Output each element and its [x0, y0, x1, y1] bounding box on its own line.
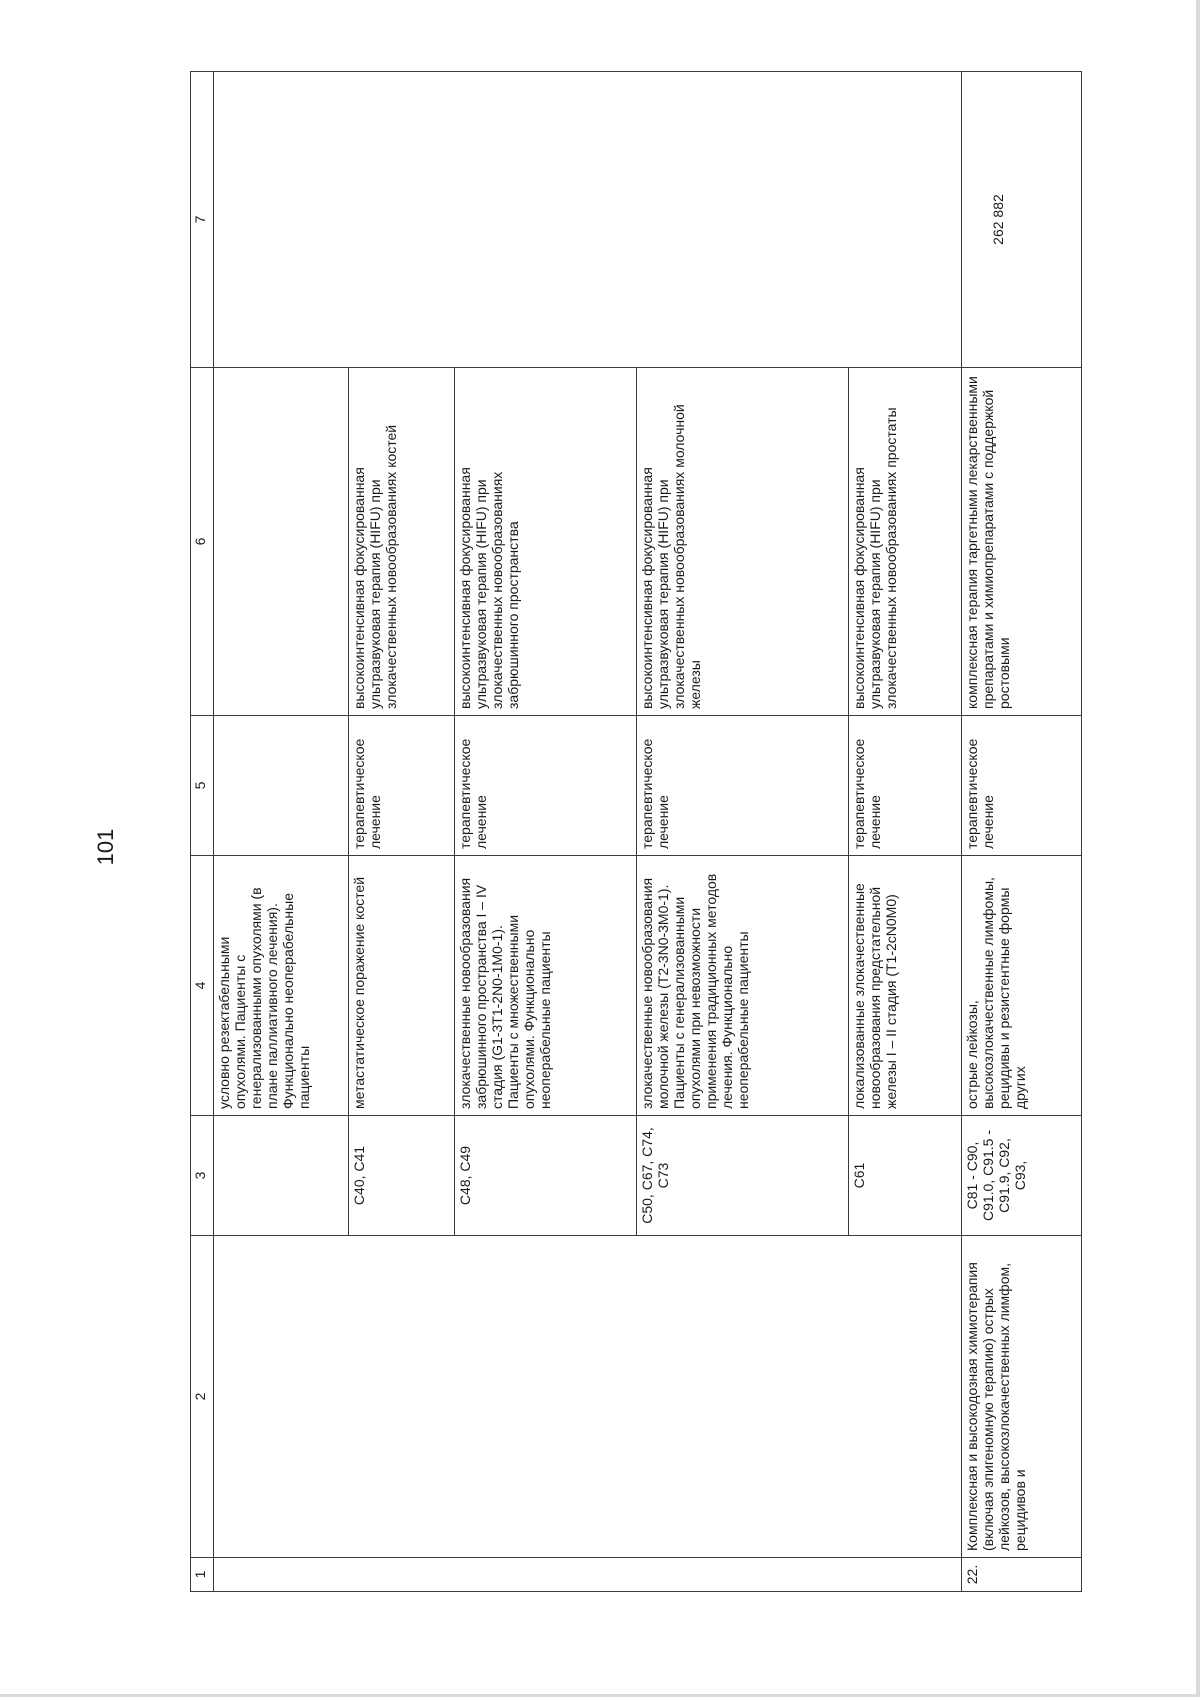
header-cell: 3 — [191, 1116, 214, 1236]
cell-col4: злокачественные новообразования молочной железы (T2-3N0-3M0-1). Пациенты с генерализованными опухолями при невозможности применения традиционных методов лечения. Функционально неоперабельные пациенты — [637, 856, 849, 1116]
cell-col6: комплексная терапия таргетными лекарственными препаратами и химиопрепаратами с поддержкой ростовыми — [962, 368, 1082, 716]
cell-col2: Комплексная и высокодозная химиотерапия (включая эпигеномную терапию) острых лейкозов, высокозлокачественных лимфом, рецидивов и — [962, 1236, 1082, 1558]
page-number: 101 — [93, 828, 118, 866]
cell-col1 — [214, 1558, 349, 1592]
cell-col5: терапевтическое лечение — [849, 716, 962, 856]
header-cell: 2 — [191, 1236, 214, 1558]
cell-col6: высокоинтенсивная фокусированная ультразвуковая терапия (HIFU) при злокачественных новообразованиях костей — [349, 368, 455, 716]
cell-col7 — [214, 72, 349, 368]
cell-col5 — [214, 716, 349, 856]
table-row — [962, 72, 1082, 1592]
header-cell: 4 — [191, 856, 214, 1116]
cell-col1 — [455, 1558, 637, 1592]
cell-col4: условно резектабельными опухолями. Пациенты с генерализованными опухолями (в плане паллиативного лечения). Функционально неоперабельные пациенты — [214, 856, 349, 1116]
header-cell: 7 — [191, 72, 214, 368]
cell-col2 — [455, 1236, 637, 1558]
cell-col3: C61 — [849, 1116, 962, 1236]
cell-col3: C81 - C90, C91.0, C91.5 - C91.9, C92, C93, — [962, 1116, 1082, 1236]
cell-col6 — [214, 368, 349, 716]
table-row — [214, 72, 349, 1592]
cell-col3: C50, C67, C74, C73 — [637, 1116, 849, 1236]
table-row — [849, 72, 962, 1592]
rotated-table-wrapper — [190, 72, 1082, 1592]
cell-col2 — [849, 1236, 962, 1558]
cell-col3 — [214, 1116, 349, 1236]
cell-col7 — [349, 72, 455, 368]
table-row — [455, 72, 637, 1592]
table-header-row — [191, 72, 214, 1592]
cell-col1 — [849, 1558, 962, 1592]
cell-col2 — [349, 1236, 455, 1558]
cell-col2 — [637, 1236, 849, 1558]
cell-col6: высокоинтенсивная фокусированная ультразвуковая терапия (HIFU) при злокачественных новообразованиях молочной железы — [637, 368, 849, 716]
cell-col1: 22. — [962, 1558, 1082, 1592]
cell-col4: острые лейкозы, высокозлокачественные лимфомы, рецидивы и резистентные формы других — [962, 856, 1082, 1116]
cell-col5: терапевтическое лечение — [349, 716, 455, 856]
cell-col4: локализованные злокачественные новообразования предстательной железы I – II стадия (T1-2cN0M0) — [849, 856, 962, 1116]
table-row — [637, 72, 849, 1592]
cell-col2 — [214, 1236, 349, 1558]
cell-col1 — [349, 1558, 455, 1592]
cell-col6: высокоинтенсивная фокусированная ультразвуковая терапия (HIFU) при злокачественных новообразованиях простаты — [849, 368, 962, 716]
table-row — [349, 72, 455, 1592]
cell-col5: терапевтическое лечение — [962, 716, 1082, 856]
cell-col6: высокоинтенсивная фокусированная ультразвуковая терапия (HIFU) при злокачественных новообразованиях забрюшинного пространства — [455, 368, 637, 716]
cell-col1 — [637, 1558, 849, 1592]
cell-col4: злокачественные новообразования забрюшинного пространства I – IV стадия (G1-3T1-2N0-1M0-1). Пациенты с множественными опухолями. Функционально неоперабельные пациенты — [455, 856, 637, 1116]
cell-col5: терапевтическое лечение — [455, 716, 637, 856]
cell-col7 — [849, 72, 962, 368]
treatment-table — [190, 71, 1082, 1592]
header-cell: 1 — [191, 1558, 214, 1592]
cell-col4: метастатическое поражение костей — [349, 856, 455, 1116]
cell-col5: терапевтическое лечение — [637, 716, 849, 856]
header-cell: 5 — [191, 716, 214, 856]
cell-col7 — [637, 72, 849, 368]
cell-col3: C40, C41 — [349, 1116, 455, 1236]
header-cell: 6 — [191, 368, 214, 716]
cell-col3: C48, C49 — [455, 1116, 637, 1236]
cell-col7 — [455, 72, 637, 368]
cell-col7-price: 262 882 — [962, 72, 1082, 368]
